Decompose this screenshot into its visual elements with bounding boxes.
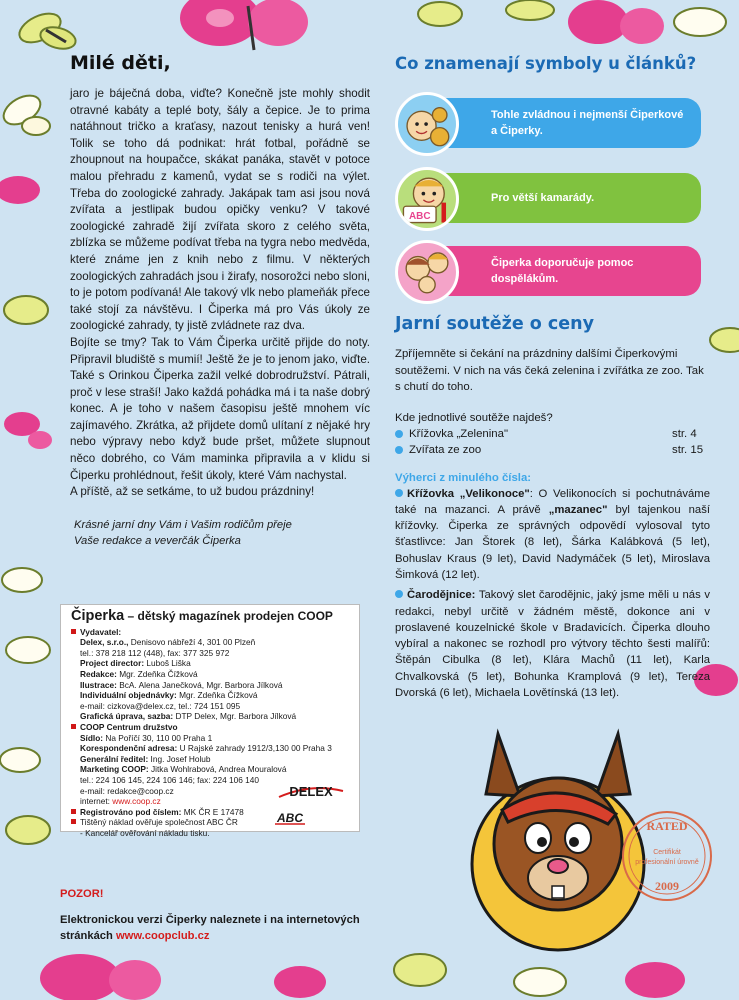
winners-witches-title: Čarodějnice: (407, 589, 476, 602)
editorial-paragraph: jaro je báječná doba, viďte? Konečně jste mohly shodit otravné kabáty a teplé boty, šály a čepice. Je to prima natáhnout tričko a kraťasy, nazout tenisky a hurá ven! Tolik se toho dá podnikat: hrát fotbal, pořádně se zhoupnout na houpačce, skákat panáka, stavět v potoce malou přehradu z kamenů, vydat se s rodiči na výlet. Třeba do zoologické zahrady. Jakápak tam asi jsou nová zvířata a jestlipak budou opičky venku? V takové zoologické zahradě žijí zvířata skoro z celého světa, zblízka se můžeme podívat třeba na tygra nebo medvěda, které známe jen z knih nebo z filmu. V některých zoologických zahradách jsou i žirafy, nosorožci nebo sloni, to je potom podívaná! Ale takový vlk nebo plameňák přece také stojí za návštěvu. I Čiperka má pro Vás úkoly ze zoologické zahrady, ty jistě zvládnete raz dva. (70, 87, 370, 333)
credits-value: Denisovo nábřeží 4, 301 00 Plzeň (128, 637, 256, 648)
symbol-row-youngest (395, 92, 701, 152)
winners-crossword-title: Křížovka „Velikonoce" (407, 487, 530, 500)
magazine-credits-box (60, 604, 360, 838)
editorial-text (70, 86, 370, 501)
credits-row (71, 754, 349, 765)
symbol-row-adult-help (395, 240, 701, 300)
magazine-brand: Čiperka (71, 608, 125, 624)
signature-line: Krásné jarní dny Vám i Vašim rodičům přeje (74, 518, 292, 531)
winners-crossword (395, 486, 710, 584)
contest-pages-title: Kde jednotlivé soutěže najdeš? (395, 411, 553, 424)
contest-section (395, 314, 710, 705)
butterfly-left-edge-icon (0, 160, 60, 380)
butterfly-small-pink-icon (0, 400, 58, 460)
credits-value: tel.: 378 218 112 (448), fax: 377 325 972 (80, 647, 230, 658)
credits-value: Mgr. Zdeňka Čížková (176, 690, 258, 701)
editorial-paragraph: Bojíte se tmy? Tak to Vám Čiperka určitě přijde do noty. Připravil bludiště s mumií! Ještě že je to jenom jako, viďte. Také s Orinkou Čiperka zažil velké dobrodružství. Pátrali, proč v lese straší! Jako každá pohádka má i ta naše dobrý konec. A je toho v našem časopisu ještě mnohem víc zajímavého. Zkrátka, až přijdete domů ulítaní z nějaké hry nebo výpravy nebo když bude pršet, můžete slupnout něco dobrého, co Vám maminka připravila a v klidu si Čiperku prohlédnout, řešit úkoly, které Vám nachystal. (70, 335, 370, 482)
notice-block (60, 886, 360, 944)
registration-value: MK ČR E 17478 (181, 806, 244, 817)
winners-text: byl tajenkou naší křížovky. Čiperka ze správných odpovědí vylosoval tyto šťastlivce: Jan Štorek (8 let), Šárka Kalábková (5 let), Bohuslav Kraus (9 let), David Nadymáček (5 let), Miroslava Šimková (12 let). (395, 503, 710, 581)
credits-row (71, 743, 349, 754)
symbol-label: Tohle zvládnou i nejmenší Čiperkové a Čiperky. (425, 98, 701, 148)
credits-value: Luboš Liška (144, 658, 191, 669)
credits-row (71, 637, 349, 648)
symbols-section (395, 54, 710, 73)
credits-label: Generální ředitel: (80, 753, 149, 764)
credits-value: U Rajské zahrady 1912/3,130 00 Praha 3 (177, 743, 332, 754)
credits-row (71, 722, 349, 733)
symbol-row-older (395, 167, 701, 227)
credits-label: Grafická úprava, sazba: (80, 711, 174, 722)
abc-logo (273, 807, 307, 827)
credits-label: Delex, s.r.o., (80, 637, 129, 648)
signature (70, 517, 370, 549)
coop-website-link[interactable]: www.coop.cz (112, 796, 161, 807)
credits-row (71, 627, 349, 638)
credits-label: Ilustrace: (80, 679, 117, 690)
greeting-heading: Milé děti, (70, 52, 171, 74)
symbols-heading: Co znamenají symboly u článků? (395, 54, 697, 73)
credits-value: DTP Delex, Mgr. Barbora Jílková (173, 711, 297, 722)
winners-text: : O Velikonocích si pochutnáváme také na mazanci. A právě (395, 487, 710, 516)
registration-label: Registrováno pod číslem: (80, 806, 182, 817)
delex-logo-text: DELEX (289, 784, 333, 799)
credits-value: Jitka Wohlrabová, Andrea Mouralová (148, 764, 287, 775)
credits-row (71, 648, 349, 659)
contest-page-number: str. 4 (672, 427, 697, 440)
editorial-paragraph: A příště, až se setkáme, to už budou prázdniny! (70, 485, 315, 499)
internet-label: internet: (80, 796, 113, 807)
abc-badge-text: ABC (408, 210, 431, 222)
bullet-icon (395, 446, 403, 454)
rated-middle-text: Certifikát (653, 849, 681, 856)
credits-value: Mgr. Zdeňka Čížková (116, 668, 198, 679)
credits-value: e-mail: redakce@coop.cz (80, 785, 174, 796)
credits-value: BcA. Alena Janečková, Mgr. Barbora Jílková (116, 679, 283, 690)
credits-label: Korespondenční adresa: (80, 743, 178, 754)
child-abc-icon (395, 167, 459, 231)
credits-label: Individuální objednávky: (80, 690, 177, 701)
credits-row (71, 764, 349, 775)
rated-middle-text: profesionální úrovně (635, 859, 699, 866)
butterfly-white-icon (0, 86, 60, 146)
credits-value: Ing. Josef Holub (148, 753, 211, 764)
butterfly-pink-icon (150, 0, 340, 60)
credits-label: Redakce: (80, 668, 117, 679)
contest-name: Zvířata ze zoo (409, 443, 482, 456)
bullet-icon (395, 590, 403, 598)
bullet-icon (395, 430, 403, 438)
credits-print-audit (71, 817, 349, 838)
notice-title: POZOR! (60, 888, 104, 900)
credits-row (71, 658, 349, 669)
coopclub-link[interactable]: www.coopclub.cz (115, 930, 210, 942)
winners-list (395, 486, 710, 702)
winners-witches (395, 587, 710, 701)
contest-page-number: str. 15 (672, 443, 704, 456)
symbol-label: Pro větší kamarády. (425, 173, 701, 223)
credits-row (71, 669, 349, 680)
symbol-label: Čiperka doporučuje pomoc dospělákům. (425, 246, 701, 296)
credits-label: Project director: (80, 658, 145, 669)
contest-intro: Zpříjemněte si čekání na prázdniny dalšími Čiperkovými soutěžemi. V nich na vás čeká zelenina i zvířátka ze zoo. Tak s chutí do toho. (395, 348, 704, 393)
rated-stamp (617, 806, 717, 906)
notice-body: Elektronickou verzi Čiperky naleznete i na internetových stránkách (60, 914, 360, 942)
credits-label: Marketing COOP: (80, 764, 149, 775)
abc-logo-text: ABC (277, 811, 303, 825)
credits-row (71, 680, 349, 691)
credits-value: Na Poříčí 30, 110 00 Praha 1 (103, 732, 213, 743)
magazine-title (71, 608, 349, 624)
credits-label: Vydavatel: (80, 626, 122, 637)
credits-value: e-mail: cizkova@delex.cz, tel.: 724 151 095 (80, 700, 241, 711)
family-icon (395, 240, 459, 304)
contest-heading: Jarní soutěže o ceny (395, 314, 595, 334)
contest-page-item (395, 426, 710, 442)
rated-top-text: RATED (646, 819, 688, 833)
bullet-icon (395, 489, 403, 497)
magazine-tagline: – dětský magazínek prodejen COOP (124, 609, 333, 623)
credits-registration (71, 807, 349, 818)
credits-row (71, 711, 349, 722)
credits-row (71, 690, 349, 701)
contest-name: Křížovka „Zelenina" (409, 427, 509, 440)
credits-label: COOP Centrum družstvo (80, 721, 178, 732)
credits-label: Sídlo: (80, 732, 104, 743)
credits-list (71, 627, 349, 797)
crossword-answer: „mazanec" (548, 503, 608, 516)
butterfly-pink-top-right-icon (560, 0, 739, 60)
print-audit-line: - Kancelář ověřování nákladu tisku. (80, 827, 210, 838)
print-audit-line: Tištěný náklad ověřuje společnost ABC ČR (80, 817, 238, 828)
butterfly-yellow-icon (0, 0, 120, 60)
winners-text: Takový slet čarodějnic, jaký jsme měli u nás v redakci, nebyl určitě v žádném městě, dokonce ani v proslavené kouzelnické škole v Bradavicích. Čiperka dlouho vybíral a nakonec se rozhodl pro výtvory těchto šesti malířů: Štěpán Cibulka (8 let), Klára Machů (11 let), Karla Chvalkovská (5 let), Bohunka Kramplová (9 let), Tereza Dvorská (6 let), Michaela Lovětínská (13 let). (395, 589, 710, 700)
delex-logo (275, 781, 347, 803)
baby-with-teddy-icon (395, 92, 459, 156)
rated-year-text: 2009 (655, 879, 679, 893)
contest-pages (395, 410, 710, 458)
winners-heading: Výherci z minulého čísla: (395, 471, 532, 484)
butterfly-left-bottom-icon (0, 560, 60, 860)
credits-row (71, 701, 349, 712)
signature-line: Vaše redakce a veverčák Čiperka (74, 534, 241, 547)
credits-value: tel.: 224 106 145, 224 106 146; fax: 224 106 140 (80, 774, 259, 785)
editorial-column (70, 52, 370, 549)
credits-row (71, 733, 349, 744)
notice-text (60, 912, 360, 944)
contest-page-item (395, 442, 710, 458)
